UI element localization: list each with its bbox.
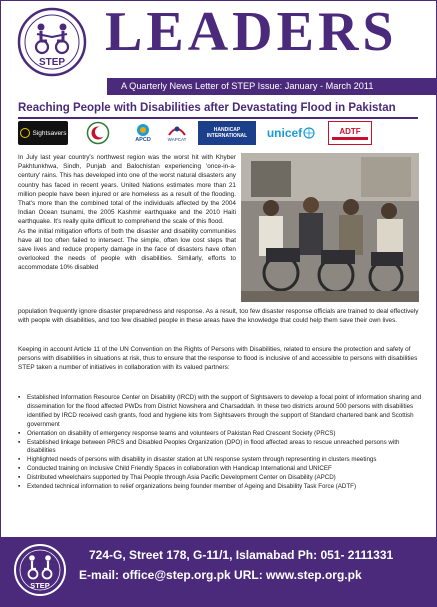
handicap-international-logo-label: HANDICAP INTERNATIONAL <box>206 127 248 139</box>
list-item <box>18 483 422 492</box>
list-item-text: Orientation on disability of emergency response teams and volunteers of Pakistan Red Crescent Society (PRCS) <box>27 429 336 437</box>
sightsavers-logo <box>18 121 68 145</box>
article-paragraph-1b: As the initial mitigation efforts of both the disaster and disability communities have all too often failed to intersect. The simple, often low cost steps that save lives and reduce property damage in the face of disasters have often overlooked the needs of people with disabilities. Similarly, efforts to accommodate 10% disabled <box>18 227 236 272</box>
list-item-text: Extended technical information to relief organizations being founder member of Ageing and Disability Task Force (ADTF) <box>27 483 357 491</box>
apcd-logo-label: APCD <box>135 136 151 143</box>
red-crescent-logo <box>86 121 110 145</box>
list-item-text: Conducted training on Inclusive Child Friendly Spaces in collaboration with Handicap International and UNICEF <box>27 465 332 473</box>
list-item <box>18 430 422 439</box>
footer-contact: E-mail: office@step.org.pk URL: www.step.org.pk <box>79 568 362 582</box>
adtf-logo-label: ADTF <box>339 126 361 136</box>
apcd-emblem-icon <box>133 123 153 137</box>
wapcat-logo-label: WAPCAT <box>167 137 187 142</box>
bullet-icon: ▪ <box>18 438 21 446</box>
bullet-icon: ▪ <box>18 465 21 473</box>
handicap-international-logo <box>198 121 256 145</box>
step-logo <box>17 7 87 77</box>
masthead <box>1 1 436 96</box>
article-paragraph-3: Keeping in account Article 11 of the UN Convention on the Rights of Persons with Disabilities, related to ensure the protection and safety of persons with disabilities in situations at risk, thus to ensure that the response to flood is inclusive of and accessible to persons with disabilities STEP taken a number of initiatives in collaboration with its valued partners: <box>18 346 418 372</box>
footer <box>1 537 436 606</box>
list-item-text: Highlighted needs of persons with disability in disaster station at UN response system through representing in clusters meetings <box>27 456 377 464</box>
bullet-icon: ▪ <box>18 429 21 437</box>
list-item <box>18 439 422 457</box>
step-logo-label: STEP <box>38 57 66 68</box>
headline-divider <box>18 117 418 119</box>
list-item <box>18 474 422 483</box>
article-headline: Reaching People with Disabilities after Devastating Flood in Pakistan <box>18 102 396 114</box>
article-paragraph-2: population frequently ignore disaster preparedness and response. As a result, too few disaster response officials are trained to deal effectively with people with disabilities, and too few disabled people in these areas have the knowledge that could help them save their own lives. <box>18 308 419 325</box>
list-item <box>18 394 422 430</box>
sightsavers-logo-label: Sightsavers <box>32 129 67 137</box>
list-item-text: Distributed wheelchairs supported by Thai People through Asia Pacific Development Center on Disability (APCD) <box>27 474 336 482</box>
bullet-icon: ▪ <box>18 483 21 491</box>
list-item-text: Established linkage between PRCS and Disabled Peoples Organization (DPO) in flood affected areas to rescue unreached persons with disabilities <box>27 438 400 455</box>
adtf-logo <box>328 121 372 145</box>
unicef-logo-label: unicef <box>266 126 303 140</box>
list-item <box>18 456 422 465</box>
bullet-icon: ▪ <box>18 456 21 464</box>
wapcat-emblem-icon <box>167 123 187 137</box>
apcd-logo <box>126 121 160 145</box>
list-item <box>18 465 422 474</box>
step-logo-footer-label: STEP <box>30 581 50 590</box>
wapcat-logo <box>160 121 194 145</box>
bullet-icon: ▪ <box>18 474 21 482</box>
list-item-text: Established Information Resource Center on Disability (IRCD) with the support of Sightsavers to develop a focal point of information sharing and dissemination for the flood affected PWDs from District Nowshera and Charsaddah. In these two districts around 500 persons with disabilities identified by IRCD received cash grants, food and hygiene kits from Sightsavers through the support of Standard chartered bank and Scottish government <box>27 394 422 428</box>
bullet-icon: ▪ <box>18 394 21 401</box>
partner-logos <box>18 121 421 145</box>
flood-victims-photo <box>241 153 419 302</box>
article-column <box>18 153 236 273</box>
adtf-logo-stripe <box>332 137 368 140</box>
newsletter-title: LEADERS <box>105 1 398 63</box>
initiatives-list <box>18 394 422 492</box>
issue-subtitle: A Quarterly News Letter of STEP Issue: January - March 2011 <box>107 78 436 95</box>
unicef-globe-icon <box>303 127 315 139</box>
step-logo-footer <box>13 542 67 598</box>
unicef-logo <box>262 121 320 145</box>
footer-address: 724-G, Street 178, G-11/1, Islamabad Ph: 051- 2111331 <box>89 548 394 562</box>
article-paragraph-1: In July last year country's northwest region was the worst hit with Khyber Pakhtunkhwa, Sindh, Punjab and Balochistan experiencing 'once-in-a-century' rains. This has developed into one of the worst natural disasters any country has faced in recent years. United Nations estimates more than 21 million people have been injured or are homeless as a result of the flooding. That's more than the combined total of the individuals affected by the 2004 Indian Ocean tsunami, the 2005 Kashmir earthquake and the 2010 Haiti earthquake. It's really quite difficult to comprehend the scale of this flood. <box>18 154 236 226</box>
